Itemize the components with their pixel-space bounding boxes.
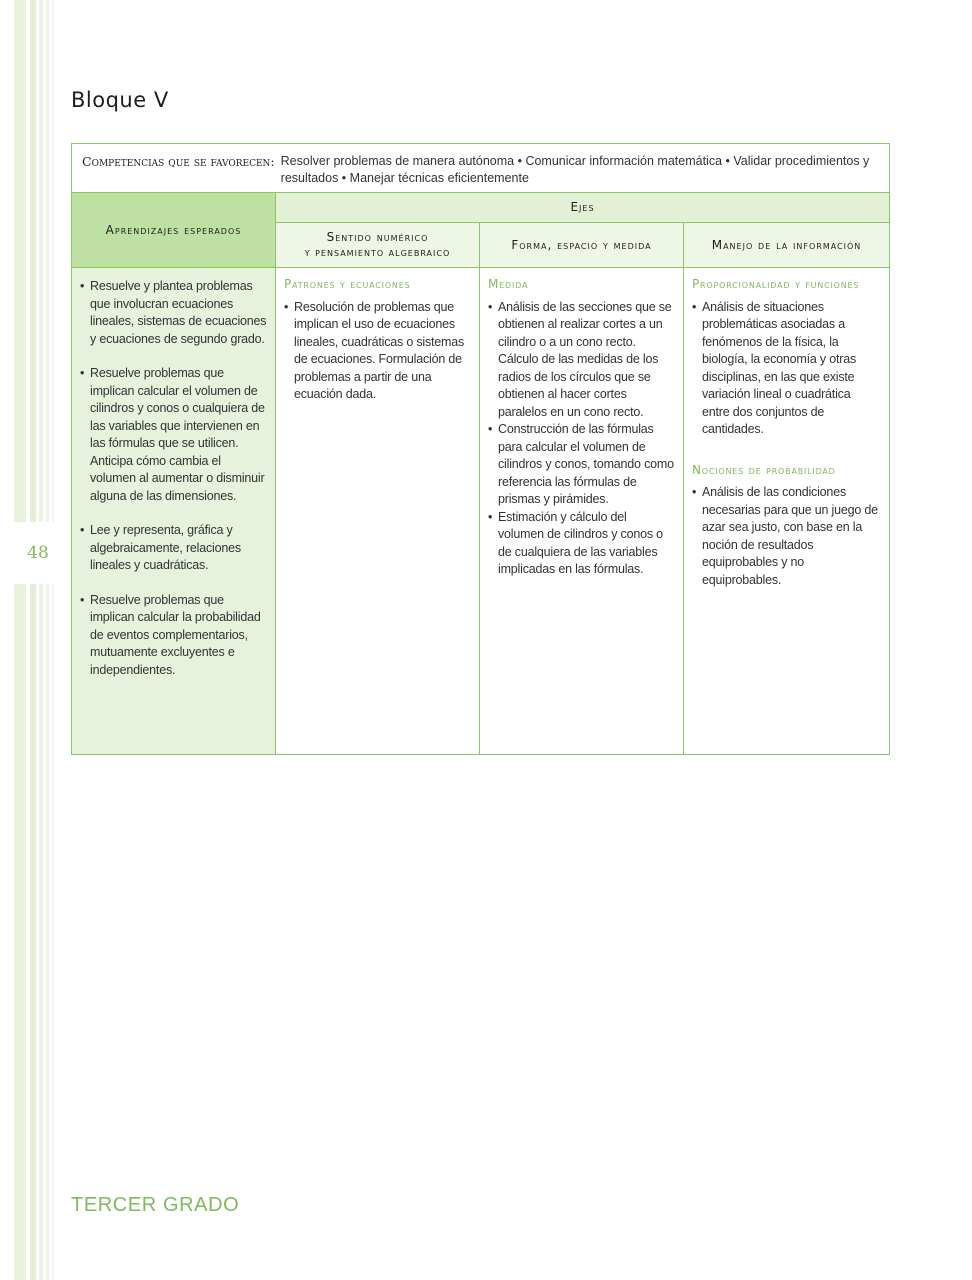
stripe <box>14 0 26 1280</box>
bullet: • <box>488 422 493 436</box>
footer-grade: TERCER GRADO <box>71 1194 240 1216</box>
bullet: • <box>284 299 289 314</box>
section-title-medida: Medida <box>488 277 529 291</box>
list-item <box>692 484 881 589</box>
stripe <box>39 0 43 1280</box>
list-item <box>80 278 267 348</box>
eje1-column <box>276 268 480 754</box>
bullet: • <box>80 366 85 380</box>
page-number: 48 <box>27 543 49 563</box>
bullet: • <box>80 592 85 607</box>
stripe <box>30 0 36 1280</box>
content-text: Construcción de las fórmulas para calcular el volumen de cilindros y conos, tomando como referencia las fórmulas de prismas y pirámides. <box>498 422 674 506</box>
aprendizaje-text: Lee y representa, gráfica y algebraicamente, relaciones lineales y cuadráticas. <box>90 523 241 572</box>
eje-header-sentido-numerico <box>276 223 480 268</box>
bullet: • <box>692 299 697 314</box>
bullet: • <box>80 279 85 293</box>
page-title: Bloque V <box>71 88 169 112</box>
aprendizajes-column <box>72 268 276 754</box>
eje2-column <box>480 268 684 754</box>
content-text: Análisis de las secciones que se obtienen al realizar cortes a un cilindro o a un cono recto. Cálculo de las medidas de los radios de los círculos que se obtienen al hacer cortes paralelos en un cono recto. <box>498 299 672 419</box>
ejes-header <box>276 193 889 223</box>
section-title-patrones: Patrones y ecuaciones <box>284 277 411 291</box>
aprendizaje-text: Resuelve y plantea problemas que involucran ecuaciones lineales, sistemas de ecuaciones y ecuaciones de segundo grado. <box>90 279 267 346</box>
list-item <box>488 421 675 509</box>
eje3-column <box>684 268 889 754</box>
content-text: Estimación y cálculo del volumen de cilindros y conos o de cualquiera de las variables implicadas en las fórmulas. <box>498 509 663 576</box>
content-text: Resolución de problemas que implican el uso de ecuaciones lineales, cuadráticas o sistemas de ecuaciones. Formulación de problemas a partir de una ecuación dada. <box>294 299 465 401</box>
eje1-header-line1: Sentido numérico <box>326 230 429 244</box>
aprendizaje-text: Resuelve problemas que implican calcular la probabilidad de eventos complementarios, mutuamente excluyentes e independientes. <box>90 592 261 677</box>
eje-header-forma-espacio <box>480 223 684 268</box>
competencias-text: Resolver problemas de manera autónoma • Comunicar información matemática • Validar procedimientos y resultados • Manejar técnicas eficientemente <box>280 154 870 185</box>
competencias-row <box>72 144 889 193</box>
eje3-header-label: Manejo de la información <box>711 237 862 252</box>
page-number-box <box>14 522 62 584</box>
list-item <box>284 299 471 404</box>
bullet: • <box>488 299 493 314</box>
eje1-header-line2: y pensamiento algebraico <box>304 246 451 259</box>
eje-header-manejo-informacion <box>684 223 889 268</box>
list-item <box>488 509 675 579</box>
left-decorative-stripes <box>0 0 60 1280</box>
ejes-header-label: Ejes <box>570 200 595 214</box>
stripe <box>52 0 54 1280</box>
list-item <box>80 592 267 680</box>
aprendizajes-header <box>72 193 276 268</box>
list-item <box>80 365 267 505</box>
stripe <box>46 0 49 1280</box>
bullet: • <box>692 485 697 499</box>
content-text: Análisis de situaciones problemáticas asociadas a fenómenos de la física, la biología, la economía y otras disciplinas, en las que existe variación lineal o cuadrática entre dos conjuntos de cantidades. <box>702 299 857 436</box>
bullet: • <box>80 523 85 537</box>
curriculum-table <box>71 143 890 755</box>
bullet: • <box>488 509 493 524</box>
aprendizajes-header-label: Aprendizajes esperados <box>105 222 242 237</box>
section-title-proporcionalidad: Proporcionalidad y funciones <box>692 277 860 291</box>
aprendizaje-text: Resuelve problemas que implican calcular el volumen de cilindros y conos o cualquiera de las variables que intervienen en las fórmulas que se utilicen. Anticipa cómo cambia el volumen al aumentar o disminuir alguna de las dimensiones. <box>90 366 265 503</box>
list-item <box>80 522 267 575</box>
eje2-header-label: Forma, espacio y medida <box>511 237 652 252</box>
content-text: Análisis de las condiciones necesarias para que un juego de azar sea justo, con base en la noción de resultados equiprobables y no equiprobables. <box>702 485 878 587</box>
competencias-label: Competencias que se favorecen: <box>82 154 275 169</box>
list-item <box>488 299 675 422</box>
list-item <box>692 299 881 439</box>
section-title-probabilidad: Nociones de probabilidad <box>692 462 836 477</box>
